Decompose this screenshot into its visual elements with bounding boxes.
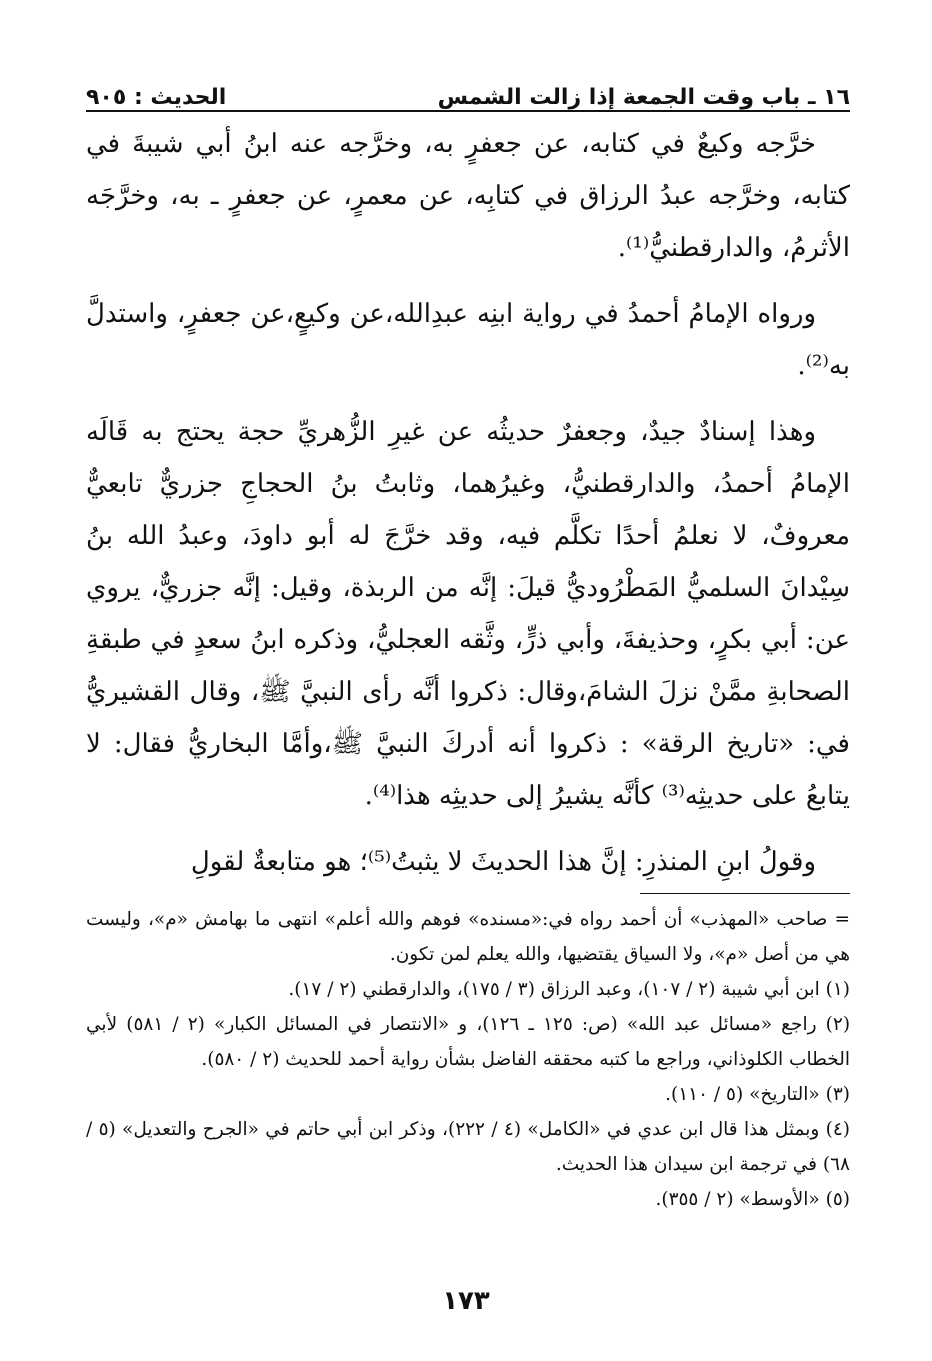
footnote-separator (640, 893, 850, 894)
paragraph-1: خرَّجه وكيعٌ في كتابه، عن جعفرٍ به، وخرَّجه عنه ابنُ أبي شيبةَ في كتابه، وخرَّجه عبدُ الرزاق في كتابِه، عن معمرٍ، عن جعفرٍ ـ به، وخرَّجَه الأثرمُ، والدارقطنيُّ⁽¹⁾. (86, 129, 850, 263)
hadith-number: الحديث : ٩٠٥ (86, 85, 227, 110)
paragraph-3: وهذا إسنادٌ جيدٌ، وجعفرٌ حديثُه عن غيرِ الزُّهريِّ حجة يحتج به قَالَه الإمامُ أحمدُ، والدارقطنيُّ، وغيرُهما، وثابتُ بنُ الحجاجِ جزريٌّ تابعيٌّ معروفٌ، لا نعلمُ أحدًا تكلَّم فيه، وقد خرَّجَ له أبو داودَ، وعبدُ الله بنُ سِيْدانَ السلميُّ المَطْرُوديُّ قيلَ: إنَّه من الربذة، وقيل: إنَّه جزريٌّ، يروي عن: أبي بكرٍ، وحذيفةَ، وأبي ذرٍّ، وثَّقه العجليُّ، وذكره ابنُ سعدٍ في طبقةِ الصحابةِ ممَّنْ نزلَ الشامَ،وقال: ذكروا أنَّه رأى النبيَّ ﷺ، وقال القشيريُّ في: «تاريخ الرقة» : ذكروا أنه أدركَ النبيَّ ﷺ،وأمَّا البخاريُّ فقال: لا يتابعُ على حديثِه⁽³⁾ كأنَّه يشيرُ إلى حديثِه هذا⁽⁴⁾. (86, 417, 850, 811)
footnotes (86, 902, 850, 1217)
footnote-3: (٣) «التاريخ» (٥ / ١١٠). (665, 1084, 850, 1105)
paragraph-2: ورواه الإمامُ أحمدُ في رواية ابنِه عبدِالله،عن وكيعٍ،عن جعفرٍ، واستدلَّ به⁽²⁾. (86, 299, 850, 381)
footnote-1: (١) ابن أبي شيبة (٢ / ١٠٧)، وعبد الرزاق (٣ / ١٧٥)، والدارقطني (٢ / ١٧). (288, 979, 850, 1000)
main-text (86, 118, 850, 888)
footnote-4: (٤) وبمثل هذا قال ابن عدي في «الكامل» (٤ / ٢٢٢)، وذكر ابن أبي حاتم في «الجرح والتعديل» (٥ / ٦٨) في ترجمة ابن سيدان هذا الحديث. (86, 1119, 850, 1175)
page-number: ١٧٣ (442, 1286, 490, 1316)
footnote-2: (٢) راجع «مسائل عبد الله» (ص: ١٢٥ ـ ١٢٦)، و «الانتصار في المسائل الكبار» (٢ / ٥٨١) لأبي الخطاب الكلوذاني، وراجع ما كتبه محققه الفاضل بشأن رواية أحمد للحديث (٢ / ٥٨٠). (86, 1014, 851, 1070)
paragraph-4: وقولُ ابنِ المنذرِ: إنَّ هذا الحديثَ لا يثبتُ⁽⁵⁾؛ هو متابعةٌ لقولِ (190, 847, 816, 877)
footnote-continuation: = صاحب «المهذب» أن أحمد رواه في:«مسنده» فوهم والله أعلم» انتهى ما بهامش «م»، وليست هي من أصل «م»، ولا السياق يقتضيها، والله يعلم لمن تكون. (86, 909, 850, 965)
running-header (86, 70, 850, 110)
chapter-title: ١٦ ـ باب وقت الجمعة إذا زالت الشمس (437, 85, 850, 110)
header-rule (86, 110, 850, 112)
footnote-5: (٥) «الأوسط» (٢ / ٣٥٥). (655, 1189, 850, 1210)
